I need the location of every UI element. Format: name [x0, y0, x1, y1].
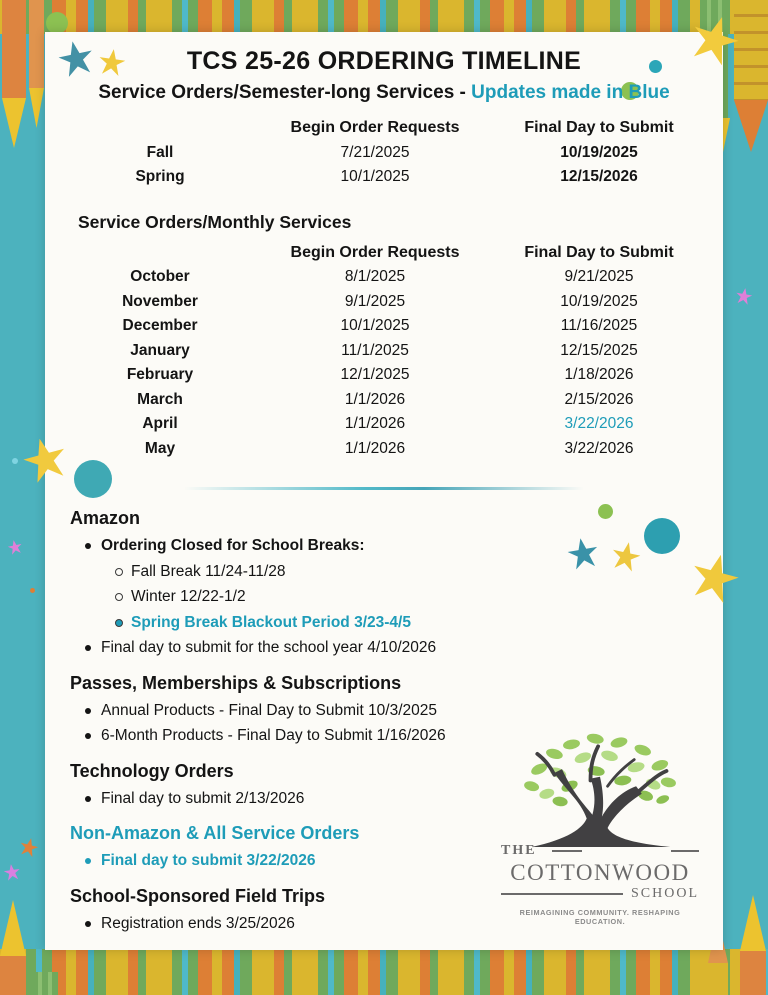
monthly-table — [45, 241, 723, 462]
flyer-card — [45, 32, 723, 950]
row-label: December — [122, 317, 198, 334]
final-date: 9/21/2025 — [564, 268, 634, 285]
pencil-icon — [2, 0, 26, 98]
begin-date: 9/1/2025 — [344, 292, 406, 310]
semester-table — [45, 116, 723, 190]
final-date: 3/22/2026 — [564, 439, 634, 457]
row-label: November — [122, 292, 198, 310]
list-item: Annual Products - Final Day to Submit 10/3/2025 — [70, 698, 723, 724]
page-title: TCS 25-26 ORDERING TIMELINE — [186, 47, 582, 75]
pencil-icon — [0, 956, 26, 995]
top-border-stripes — [0, 0, 768, 34]
technology-heading: Technology Orders — [70, 760, 234, 781]
pencil-tip-icon — [2, 98, 26, 148]
begin-date: 10/1/2025 — [340, 168, 410, 185]
pencil-tip-icon — [734, 100, 768, 152]
dot-icon — [12, 458, 18, 464]
passes-heading: Passes, Memberships & Subscriptions — [70, 672, 402, 693]
logo-cottonwood: COTTONWOOD — [510, 860, 690, 885]
begin-date: 10/1/2025 — [340, 317, 410, 334]
final-date: 12/15/2026 — [560, 168, 638, 185]
pencil-icon — [740, 951, 766, 995]
final-date: 11/16/2025 — [560, 317, 638, 334]
logo-tagline: REIMAGINING COMMUNITY. RESHAPING EDUCATION. — [519, 908, 681, 926]
subtitle-black: Service Orders/Semester-long Services - — [98, 82, 466, 103]
row-label: January — [130, 341, 190, 359]
field-trips-heading: School-Sponsored Field Trips — [70, 885, 326, 906]
begin-date: 11/1/2025 — [341, 341, 409, 359]
list-item: Ordering Closed for School Breaks: — [70, 533, 723, 559]
dot-icon — [644, 518, 680, 554]
logo-the: THE — [501, 843, 537, 858]
non-amazon-heading: Non-Amazon & All Service Orders — [70, 823, 360, 843]
ruler-pencil-icon — [734, 0, 768, 100]
monthly-heading: Service Orders/Monthly Services — [78, 211, 352, 232]
list-item-updated: Spring Break Blackout Period 3/23-4/5 — [70, 610, 723, 636]
list-item: Final day to submit 2/13/2026 — [70, 786, 723, 812]
subtitle-blue: Updates made in Blue — [471, 82, 670, 103]
pencil-tip-icon — [0, 900, 26, 956]
begin-date: 7/21/2025 — [340, 143, 410, 161]
column-header: Final Day to Submit — [524, 243, 674, 261]
subtitle — [45, 82, 723, 104]
dot-icon — [46, 12, 68, 34]
logo-dash — [501, 893, 623, 895]
row-label: April — [142, 415, 178, 432]
column-header: Begin Order Requests — [290, 119, 460, 136]
amazon-heading: Amazon — [70, 508, 141, 528]
row-label: October — [130, 268, 190, 285]
row-label: Spring — [135, 168, 185, 185]
row-label: March — [137, 390, 183, 408]
row-label: Fall — [146, 143, 174, 161]
logo-school: SCHOOL — [630, 886, 699, 901]
section-divider — [184, 487, 584, 490]
begin-date: 1/1/2026 — [344, 439, 406, 457]
pencil-icon — [29, 0, 44, 88]
pencil-icon — [708, 963, 728, 995]
star-icon — [7, 539, 24, 556]
list-item: Winter 12/22-1/2 — [70, 584, 723, 610]
final-date: 1/18/2026 — [564, 366, 634, 383]
star-icon — [3, 863, 21, 881]
school-logo — [501, 731, 699, 926]
list-item-updated: Final day to submit 3/22/2026 — [70, 848, 723, 874]
column-header: Final Day to Submit — [524, 119, 674, 136]
begin-date: 1/1/2026 — [344, 390, 406, 408]
row-label: February — [126, 366, 194, 383]
logo-tree-icon — [505, 731, 695, 849]
final-date: 10/19/2025 — [560, 292, 638, 310]
bottom-border-stripes — [0, 949, 768, 995]
row-label: May — [144, 439, 176, 457]
dot-icon — [74, 460, 112, 498]
list-item: Fall Break 11/24-11/28 — [70, 559, 723, 585]
begin-date: 1/1/2026 — [344, 415, 406, 432]
logo-dash — [671, 850, 699, 852]
list-item: Registration ends 3/25/2026 — [70, 911, 723, 937]
list-item: 6-Month Products - Final Day to Submit 1/16/2026 — [70, 723, 723, 749]
final-date: 12/15/2025 — [560, 341, 638, 359]
begin-date: 12/1/2025 — [340, 366, 410, 383]
begin-date: 8/1/2025 — [344, 268, 406, 285]
dot-icon — [649, 60, 662, 73]
list-item: Final day to submit for the school year 4/10/2026 — [70, 635, 723, 661]
pencil-tip-icon — [29, 88, 44, 128]
dot-icon — [30, 588, 35, 593]
final-date: 10/19/2025 — [560, 143, 638, 161]
dot-icon — [598, 504, 613, 519]
column-header: Begin Order Requests — [290, 243, 460, 261]
final-date: 2/15/2026 — [564, 390, 634, 408]
logo-dash — [552, 850, 582, 852]
star-icon — [18, 836, 40, 858]
pencil-icon — [32, 972, 58, 995]
star-icon — [735, 287, 754, 306]
pencil-tip-icon — [740, 895, 766, 951]
final-date-updated: 3/22/2026 — [564, 415, 634, 432]
